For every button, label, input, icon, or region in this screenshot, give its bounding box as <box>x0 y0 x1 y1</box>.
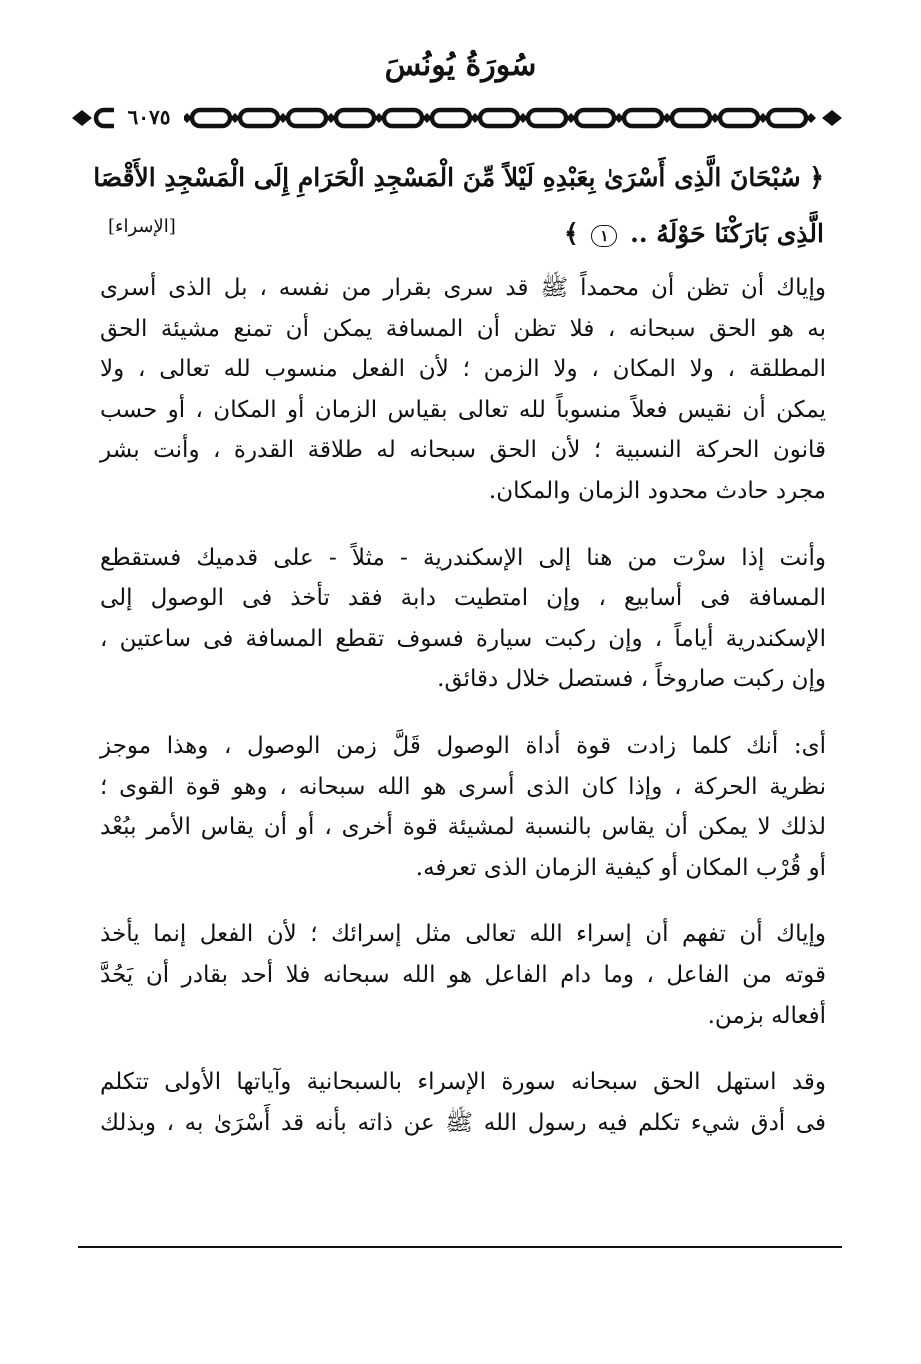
paragraph-2 <box>100 538 826 700</box>
verse-line-1: ﴿ سُبْحَانَ الَّذِى أَسْرَىٰ بِعَبْدِهِ لَيْلاً مِّنَ الْمَسْجِدِ الْحَرَامِ إِلَى الْمَسْجِدِ الأَقْصَا <box>93 163 824 192</box>
chain-ornament-icon <box>72 100 842 136</box>
text-line: وأنت إذا سرْت من هنا إلى الإسكندرية - مثلاً - على قدميك فستقطع <box>100 544 826 571</box>
text-line: أو قُرْب المكان أو كيفية الزمان الذى تعرفه. <box>415 854 826 881</box>
chain-link <box>576 110 614 126</box>
verse-line-2-text: الَّذِى بَارَكْنَا حَوْلَهُ .. <box>630 219 824 248</box>
chain-link <box>672 110 710 126</box>
text-line: أى: أنك كلما زادت قوة أداة الوصول قَلَّ زمن الوصول ، وهذا موجز <box>100 732 826 759</box>
chain-link <box>624 110 662 126</box>
verse-line-2 <box>100 206 824 262</box>
text-line: أفعاله بزمن. <box>707 1002 826 1029</box>
commentary-body <box>100 268 826 1169</box>
chain-link <box>240 110 278 126</box>
paragraph-5 <box>100 1062 826 1143</box>
verse-source: [الإسراء] <box>108 216 176 237</box>
chain-link <box>384 110 422 126</box>
chain-link <box>192 110 230 126</box>
page-number: ٦٠٧٥ <box>114 104 184 130</box>
text-line: نظرية الحركة ، وإذا كان الذى أسرى هو الله سبحانه ، وهو قوة القوى ؛ <box>100 773 826 800</box>
chain-link <box>432 110 470 126</box>
text-line: قانون الحركة النسبية ؛ لأن الحق سبحانه له طلاقة القدرة ، وأنت بشر <box>100 437 826 464</box>
text-line: وقد استهل الحق سبحانه سورة الإسراء بالسبحانية وآياتها الأولى تتكلم <box>100 1069 826 1096</box>
verse-number: ١ <box>591 225 617 247</box>
surah-title: سُورَةُ يُونُسَ <box>384 48 537 83</box>
paragraph-1 <box>100 268 826 512</box>
chain-link <box>480 110 518 126</box>
quran-verse <box>93 150 824 262</box>
text-line: به هو الحق سبحانه ، فلا تظن أن المسافة يمكن أن تمنع مشيئة الحق <box>100 315 826 342</box>
text-line: مجرد حادث محدود الزمان والمكان. <box>488 477 826 504</box>
chain-link <box>768 110 806 126</box>
chain-link <box>528 110 566 126</box>
chain-link <box>720 110 758 126</box>
footer-rule <box>78 1246 842 1248</box>
paragraph-3 <box>100 726 826 888</box>
text-line: الإسكندرية أياماً ، وإن ركبت سيارة فسوف تقطع المسافة فى ساعتين ، <box>100 625 826 652</box>
decorative-chain-border <box>72 100 842 136</box>
text-line: وإياك أن تظن أن محمداً ﷺ قد سرى بقرار من نفسه ، بل الذى أسرى <box>100 275 826 301</box>
text-line: فى أدق شيء تكلم فيه رسول الله ﷺ عن ذاته بأنه قد أَسْرَىٰ به ، وبذلك <box>100 1109 826 1136</box>
text-line: وإياك أن تفهم أن إسراء الله تعالى مثل إسرائك ؛ لأن الفعل إنما يأخذ <box>100 921 826 948</box>
chain-link <box>288 110 326 126</box>
chain-link <box>336 110 374 126</box>
paragraph-4 <box>100 914 826 1036</box>
text-line: قوته من الفاعل ، وما دام الفاعل هو الله سبحانه فلا أحد بقادر أن يَحُدَّ <box>100 961 826 988</box>
text-line: المطلقة ، ولا المكان ، ولا الزمن ؛ لأن الفعل منسوب لله تعالى ، ولا <box>100 356 826 383</box>
text-line: وإن ركبت صاروخاً ، فستصل خلال دقائق. <box>437 666 826 693</box>
chain-link <box>822 110 842 126</box>
text-line: المسافة فى أسابيع ، وإن امتطيت دابة فقد تأخذ فى الوصول إلى <box>100 585 826 612</box>
text-line: يمكن أن نقيس فعلاً منسوباً لله تعالى بقياس الزمان أو المكان ، أو حسب <box>100 396 826 423</box>
chain-link <box>72 110 92 126</box>
verse-close-bracket: ﴾ <box>563 219 579 248</box>
text-line: لذلك لا يمكن أن يقاس بالنسبة لمشيئة قوة أخرى ، أو أن يقاس الأمر ببُعْد <box>100 814 826 841</box>
